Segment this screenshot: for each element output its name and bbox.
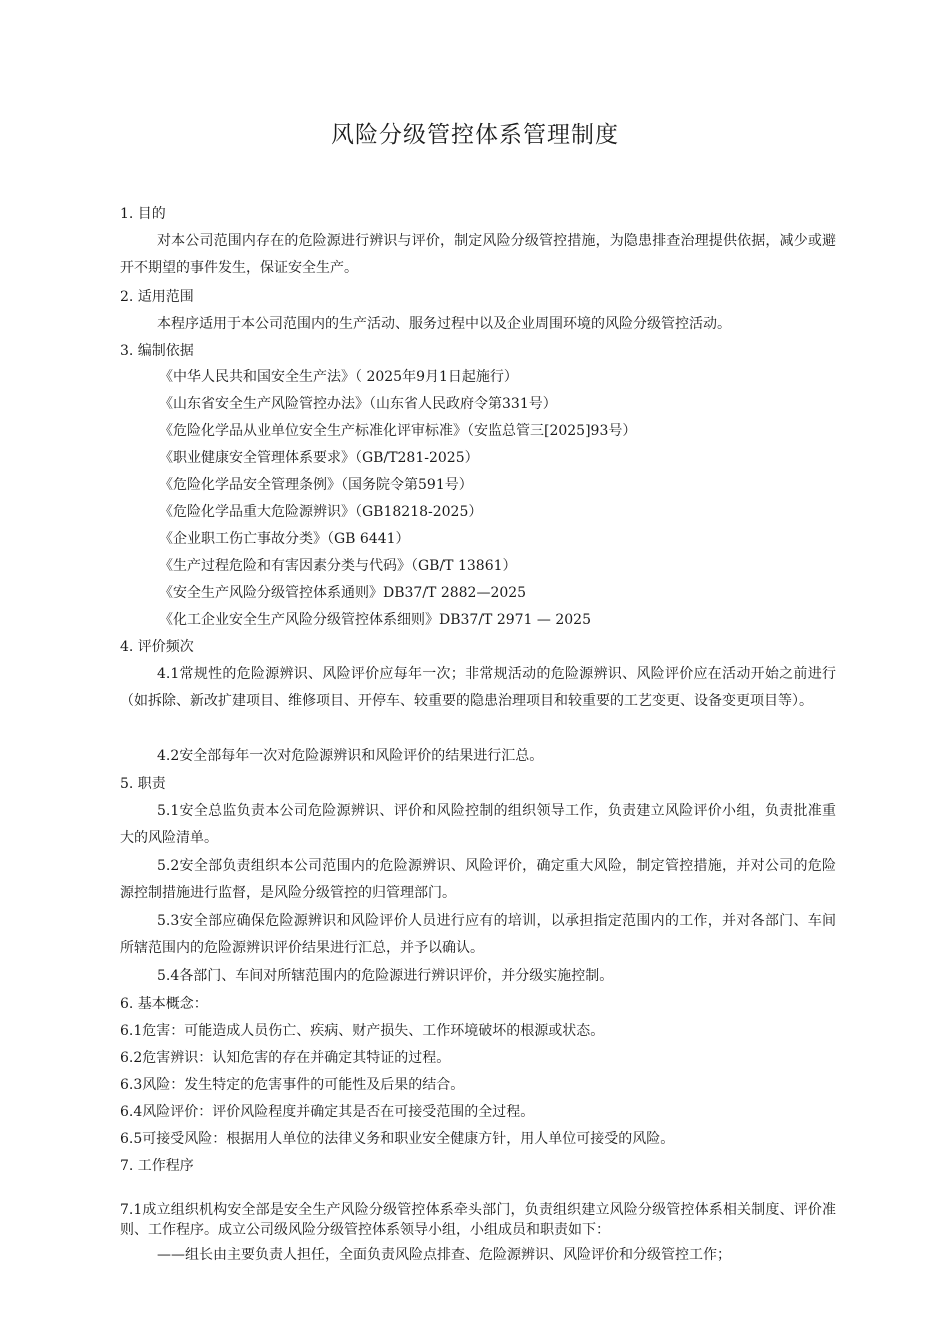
document-title: 风险分级管控体系管理制度	[331, 122, 619, 148]
reference-item: 《职业健康安全管理体系要求》（GB/T281-2025）	[159, 450, 479, 466]
section-7-heading: 7. 工作程序	[120, 1158, 194, 1174]
section-5-heading: 5. 职责	[120, 776, 166, 792]
reference-item: 《安全生产风险分级管控体系通则》DB37/T 2882—2025	[159, 585, 527, 601]
concept-item: 6.5可接受风险：根据用人单位的法律义务和职业安全健康方针，用人单位可接受的风险。	[120, 1131, 675, 1147]
section-2-heading: 2. 适用范围	[120, 289, 194, 305]
section-6-heading: 6. 基本概念：	[120, 996, 208, 1012]
section-7-paragraph-2: ——组长由主要负责人担任，全面负责风险点排查、危险源辨识、风险评价和分级管控工作；	[157, 1247, 731, 1263]
concept-item: 6.2危害辨识：认知危害的存在并确定其特证的过程。	[120, 1050, 451, 1066]
reference-item: 《山东省安全生产风险管控办法》（山东省人民政府令第331号）	[159, 396, 557, 412]
reference-item: 《危险化学品从业单位安全生产标准化评审标准》（安监总管三[2025]93号）	[159, 423, 637, 439]
reference-item: 《危险化学品重大危险源辨识》（GB18218-2025）	[159, 504, 483, 520]
section-5-paragraph-1: 5.1安全总监负责本公司危险源辨识、评价和风险控制的组织领导工作，负责建立风险评价小组，负责批准重大的风险清单。	[120, 803, 836, 846]
concept-item: 6.1危害：可能造成人员伤亡、疾病、财产损失、工作环境破坏的根源或状态。	[120, 1023, 605, 1039]
reference-item: 《企业职工伤亡事故分类》（GB 6441）	[159, 531, 410, 547]
reference-item: 《中华人民共和国安全生产法》（ 2025年9月1日起施行）	[159, 369, 518, 385]
section-4-heading: 4. 评价频次	[120, 639, 194, 655]
section-3-heading: 3. 编制依据	[120, 343, 194, 359]
section-4-paragraph-2: 4.2安全部每年一次对危险源辨识和风险评价的结果进行汇总。	[157, 748, 544, 764]
reference-item: 《危险化学品安全管理条例》（国务院令第591号）	[159, 477, 473, 493]
section-7-paragraph-1: 7.1成立组织机构安全部是安全生产风险分级管控体系牵头部门，负责组织建立风险分级管控体系相关制度、评价准则、工作程序。成立公司级风险分级管控体系领导小组，小组成员和职责如下：	[120, 1202, 836, 1238]
section-5-paragraph-4: 5.4各部门、车间对所辖范围内的危险源进行辨识评价，并分级实施控制。	[157, 968, 614, 984]
concept-item: 6.3风险：发生特定的危害事件的可能性及后果的结合。	[120, 1077, 465, 1093]
section-5-paragraph-2: 5.2安全部负责组织本公司范围内的危险源辨识、风险评价，确定重大风险，制定管控措施，并对公司的危险源控制措施进行监督，是风险分级管控的归管理部门。	[120, 858, 836, 901]
concept-item: 6.4风险评价：评价风险程度并确定其是否在可接受范围的全过程。	[120, 1104, 535, 1120]
reference-item: 《化工企业安全生产风险分级管控体系细则》DB37/T 2971 — 2025	[159, 612, 591, 628]
reference-item: 《生产过程危险和有害因素分类与代码》（GB/T 13861）	[159, 558, 517, 574]
section-5-paragraph-3: 5.3安全部应确保危险源辨识和风险评价人员进行应有的培训，以承担指定范围内的工作，并对各部门、车间所辖范围内的危险源辨识评价结果进行汇总，并予以确认。	[120, 913, 836, 956]
section-2-body: 本程序适用于本公司范围内的生产活动、服务过程中以及企业周围环境的风险分级管控活动。	[157, 316, 731, 332]
section-1-body: 对本公司范围内存在的危险源进行辨识与评价，制定风险分级管控措施，为隐患排查治理提供依据，减少或避开不期望的事件发生，保证安全生产。	[120, 233, 836, 276]
section-4-paragraph-1: 4.1常规性的危险源辨识、风险评价应每年一次；非常规活动的危险源辨识、风险评价应在活动开始之前进行（如拆除、新改扩建项目、维修项目、开停车、较重要的隐患治理项目和较重要的工艺变更、设备变更项目等）。	[120, 666, 836, 709]
section-1-heading: 1. 目的	[120, 206, 166, 222]
